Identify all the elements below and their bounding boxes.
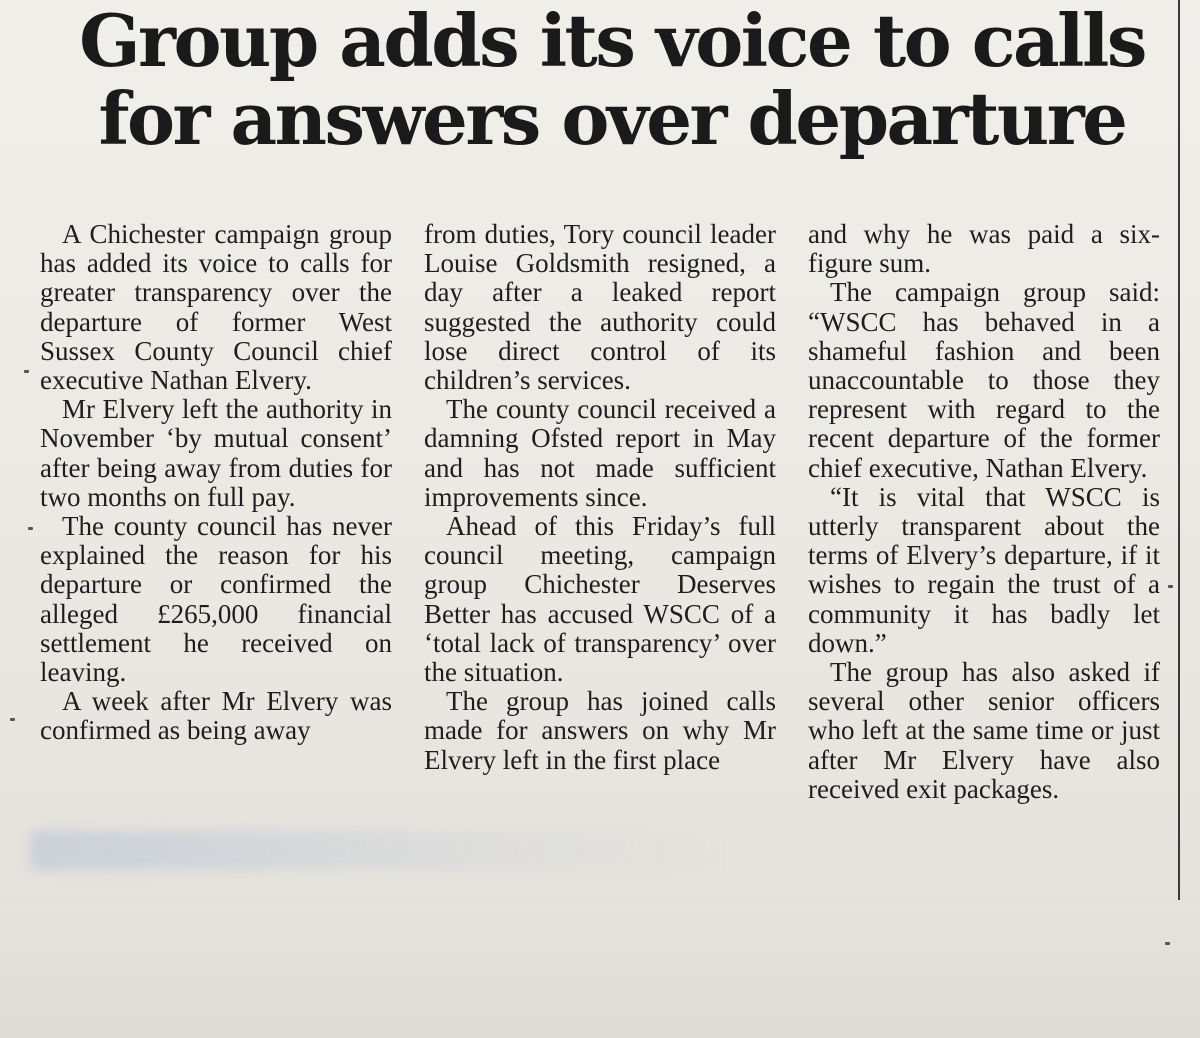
article-headline [52,0,1172,161]
paragraph: from duties, Tory council leader Louise Goldsmith resigned, a day after a leaked report suggested the authority could lose direct control of its children’s services. [424,219,776,396]
paragraph: The county council received a damning Ofsted report in May and has not made sufficient improvements since. [424,394,776,512]
paper-speck [24,370,29,373]
article-column-3 [808,220,1160,804]
paragraph: The group has joined calls made for answers on why Mr Elvery left in the first place [424,686,776,775]
paper-speck [10,718,15,721]
paragraph: A Chichester campaign group has added its voice to calls for greater transparency over the departure of former West Sussex County Council chief executive Nathan Elvery. [40,219,392,396]
paragraph: and why he was paid a six-figure sum. [808,219,1160,279]
paper-speck [1168,585,1173,588]
paragraph: The county council has never explained the reason for his departure or confirmed the alleged £265,000 financial settlement he received on leaving. [40,511,392,688]
article-column-1 [40,220,392,746]
paper-speck [28,527,33,530]
article-column-2 [424,220,776,775]
paragraph: The campaign group said: “WSCC has behaved in a shameful fashion and been unaccountable to those they represent with regard to the recent departure of the former chief executive, Nathan Elvery. [808,277,1160,483]
paper-speck [1165,942,1170,945]
paragraph: Ahead of this Friday’s full council meeting, campaign group Chichester Deserves Better has accused WSCC of a ‘total lack of transparency’ over the situation. [424,511,776,688]
paragraph: The group has also asked if several other senior officers who left at the same time or just after Mr Elvery have also received exit packages. [808,657,1160,804]
page-lower-margin [0,905,1200,1038]
paragraph: “It is vital that WSCC is utterly transparent about the terms of Elvery’s departure, if it wishes to regain the trust of a community it has badly let down.” [808,481,1160,658]
column-rule [1178,0,1180,900]
paragraph: Mr Elvery left the authority in November ‘by mutual consent’ after being away from duties for two months on full pay. [40,394,392,512]
headline-line-2: for answers over departure [98,76,1126,161]
headline-line-1: Group adds its voice to calls [79,0,1145,83]
paragraph: A week after Mr Elvery was confirmed as being away [40,686,392,746]
